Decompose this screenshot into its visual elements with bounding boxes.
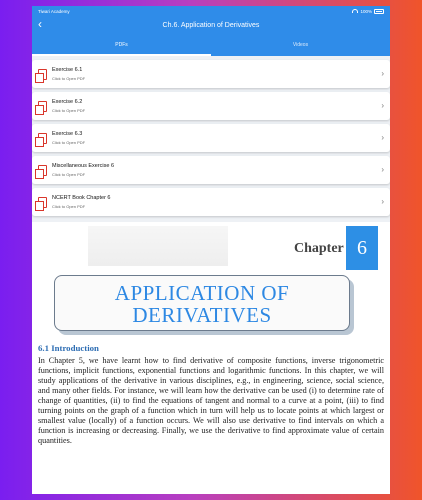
pdf-file-icon (38, 69, 47, 80)
chevron-right-icon: › (381, 69, 384, 78)
chevron-right-icon: › (381, 133, 384, 142)
pdf-file-icon (38, 133, 47, 144)
tab-bar (32, 34, 390, 56)
tab-videos[interactable]: Videos (292, 42, 309, 48)
pdf-list (32, 56, 390, 222)
list-item-misc-exercise-6[interactable] (32, 156, 390, 184)
item-title: Exercise 6.3 (52, 131, 83, 137)
chapter-title-banner (54, 275, 350, 331)
banner-line-2: DERIVATIVES (132, 303, 272, 327)
banner-line-1: APPLICATION OF (114, 281, 290, 305)
pdf-file-icon (38, 165, 47, 176)
pdf-file-icon (38, 101, 47, 112)
section-paragraph: In Chapter 5, we have learnt how to find derivative of composite functions, inverse trigonometric functions, implicit functions, exponential functions and logarithmic functions. In this chapter, we will study applications of the derivative in various disciplines, e.g., in engineering, science, social science, and many other fields. For instance, we will learn how the derivative can be used (i) to determine rate of change of quantities, (ii) to find the equations of tangent and normal to a curve at a point, (iii) to find turning points on the graph of a function which in turn will help us to locate points at which largest or smallest value (locally) of a function occurs. We will also use derivative to find intervals on which a function is increasing or decreasing. Finally, we use the derivative to find approximate value of certain quantities. (38, 356, 384, 445)
decorative-pattern (88, 226, 228, 266)
chevron-right-icon: › (381, 101, 384, 110)
item-title: Miscellaneous Exercise 6 (52, 163, 115, 169)
list-item-exercise-6-1[interactable] (32, 60, 390, 88)
chapter-label: Chapter (294, 241, 344, 256)
status-bar (32, 6, 390, 16)
pdf-preview[interactable] (32, 222, 390, 445)
list-item-exercise-6-2[interactable] (32, 92, 390, 120)
item-title: Exercise 6.2 (52, 99, 83, 105)
list-item-ncert-book-chapter-6[interactable] (32, 188, 390, 216)
status-icons (352, 9, 384, 14)
item-subtitle: Click to Open PDF (52, 172, 86, 177)
document-body (38, 343, 384, 446)
carrier-label: Tiwari Academy (38, 8, 70, 14)
chevron-right-icon: › (381, 165, 384, 174)
app-window (32, 6, 390, 494)
item-subtitle: Click to Open PDF (52, 108, 86, 113)
page-title: Ch.6. Application of Derivatives (162, 21, 260, 29)
arrow-left-icon[interactable]: ‹ (38, 17, 42, 31)
app-bar (32, 6, 390, 56)
list-item-exercise-6-3[interactable] (32, 124, 390, 152)
battery-percent: 100% (360, 8, 372, 14)
section-heading: 6.1 Introduction (38, 343, 99, 353)
battery-icon (374, 9, 384, 14)
item-title: Exercise 6.1 (52, 67, 83, 73)
chapter-header (32, 222, 390, 270)
title-bar (32, 16, 390, 34)
wifi-icon (352, 9, 358, 13)
item-subtitle: Click to Open PDF (52, 76, 86, 81)
item-subtitle: Click to Open PDF (52, 140, 86, 145)
item-subtitle: Click to Open PDF (52, 204, 86, 209)
item-title: NCERT Book Chapter 6 (52, 195, 111, 201)
pdf-file-icon (38, 197, 47, 208)
tab-pdfs[interactable]: PDFs (32, 34, 211, 56)
chapter-number: 6 (346, 226, 378, 270)
chevron-right-icon: › (381, 197, 384, 206)
